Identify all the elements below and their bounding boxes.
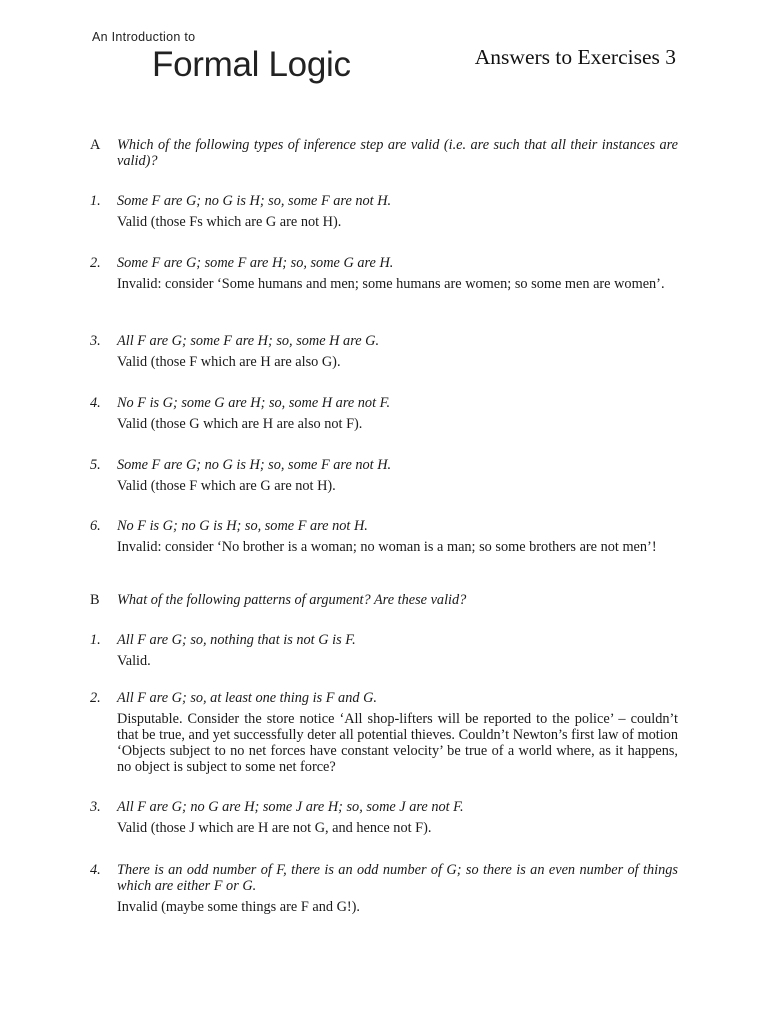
exercise-question: Some F are G; some F are H; so, some G are H. [117, 255, 394, 271]
exercise-question: Some F are G; no G is H; so, some F are not H. [117, 457, 392, 473]
exercise-number: 1. [90, 193, 101, 209]
exercise-question: All F are G; some F are H; so, some H are G. [117, 333, 380, 349]
exercise-number: 3. [90, 333, 101, 349]
section-a-label: A [90, 137, 101, 153]
exercise-b2 [90, 690, 678, 775]
exercise-b3 [90, 799, 678, 836]
exercise-answer: Valid. [117, 653, 151, 669]
exercise-b4 [90, 862, 678, 915]
section-a-heading [90, 137, 678, 169]
exercise-answer: Invalid: consider ‘No brother is a woman; no woman is a man; so some brothers are not men’! [117, 539, 657, 555]
exercise-question: Some F are G; no G is H; so, some F are not H. [117, 193, 392, 209]
exercise-a5 [90, 457, 678, 494]
page-title: Answers to Exercises 3 [474, 45, 676, 69]
section-b-question: What of the following patterns of argument? Are these valid? [117, 592, 467, 608]
exercise-answer: Disputable. Consider the store notice ‘All shop-lifters will be reported to the police’ – couldn’t that be true, and yet successfully deter all potential thieves. Couldn’t Newton’s first law of motion ‘Objects subject to no net forces have constant velocity’ be true of a world where, as it happens, no object is subject to some net force? [117, 711, 678, 775]
logo-title: Formal Logic [152, 45, 351, 84]
exercise-a1 [90, 193, 678, 230]
exercise-a2 [90, 255, 678, 292]
section-a-question: Which of the following types of inference step are valid (i.e. are such that all their instances are valid)? [117, 137, 678, 169]
exercise-number: 4. [90, 395, 101, 411]
exercise-question: All F are G; so, nothing that is not G is F. [117, 632, 356, 648]
exercise-answer: Valid (those F which are G are not H). [117, 478, 336, 494]
exercise-number: 2. [90, 690, 101, 706]
exercise-number: 1. [90, 632, 101, 648]
section-b-heading [90, 592, 678, 608]
exercise-question: All F are G; no G are H; some J are H; so, some J are not F. [117, 799, 464, 815]
exercise-question: There is an odd number of F, there is an odd number of G; so there is an even number of things which are either F or G. [117, 862, 678, 894]
exercise-number: 6. [90, 518, 101, 534]
exercise-number: 3. [90, 799, 101, 815]
exercise-a6 [90, 518, 678, 555]
exercise-number: 5. [90, 457, 101, 473]
section-b-label: B [90, 592, 100, 608]
exercise-question: No F is G; no G is H; so, some F are not H. [117, 518, 368, 534]
exercise-question: All F are G; so, at least one thing is F and G. [117, 690, 377, 706]
exercise-answer: Invalid (maybe some things are F and G!). [117, 899, 360, 915]
logo-subtitle: An Introduction to [92, 30, 196, 44]
exercise-answer: Valid (those F which are H are also G). [117, 354, 341, 370]
exercise-number: 2. [90, 255, 101, 271]
exercise-answer: Valid (those J which are H are not G, and hence not F). [117, 820, 432, 836]
exercise-answer: Invalid: consider ‘Some humans and men; some humans are women; so some men are women’. [117, 276, 665, 292]
exercise-answer: Valid (those G which are H are also not F). [117, 416, 363, 432]
exercise-question: No F is G; some G are H; so, some H are not F. [117, 395, 391, 411]
exercise-number: 4. [90, 862, 101, 878]
book-logo [92, 30, 351, 85]
exercise-a3 [90, 333, 678, 370]
exercise-answer: Valid (those Fs which are G are not H). [117, 214, 342, 230]
exercise-a4 [90, 395, 678, 432]
exercise-b1 [90, 632, 678, 669]
